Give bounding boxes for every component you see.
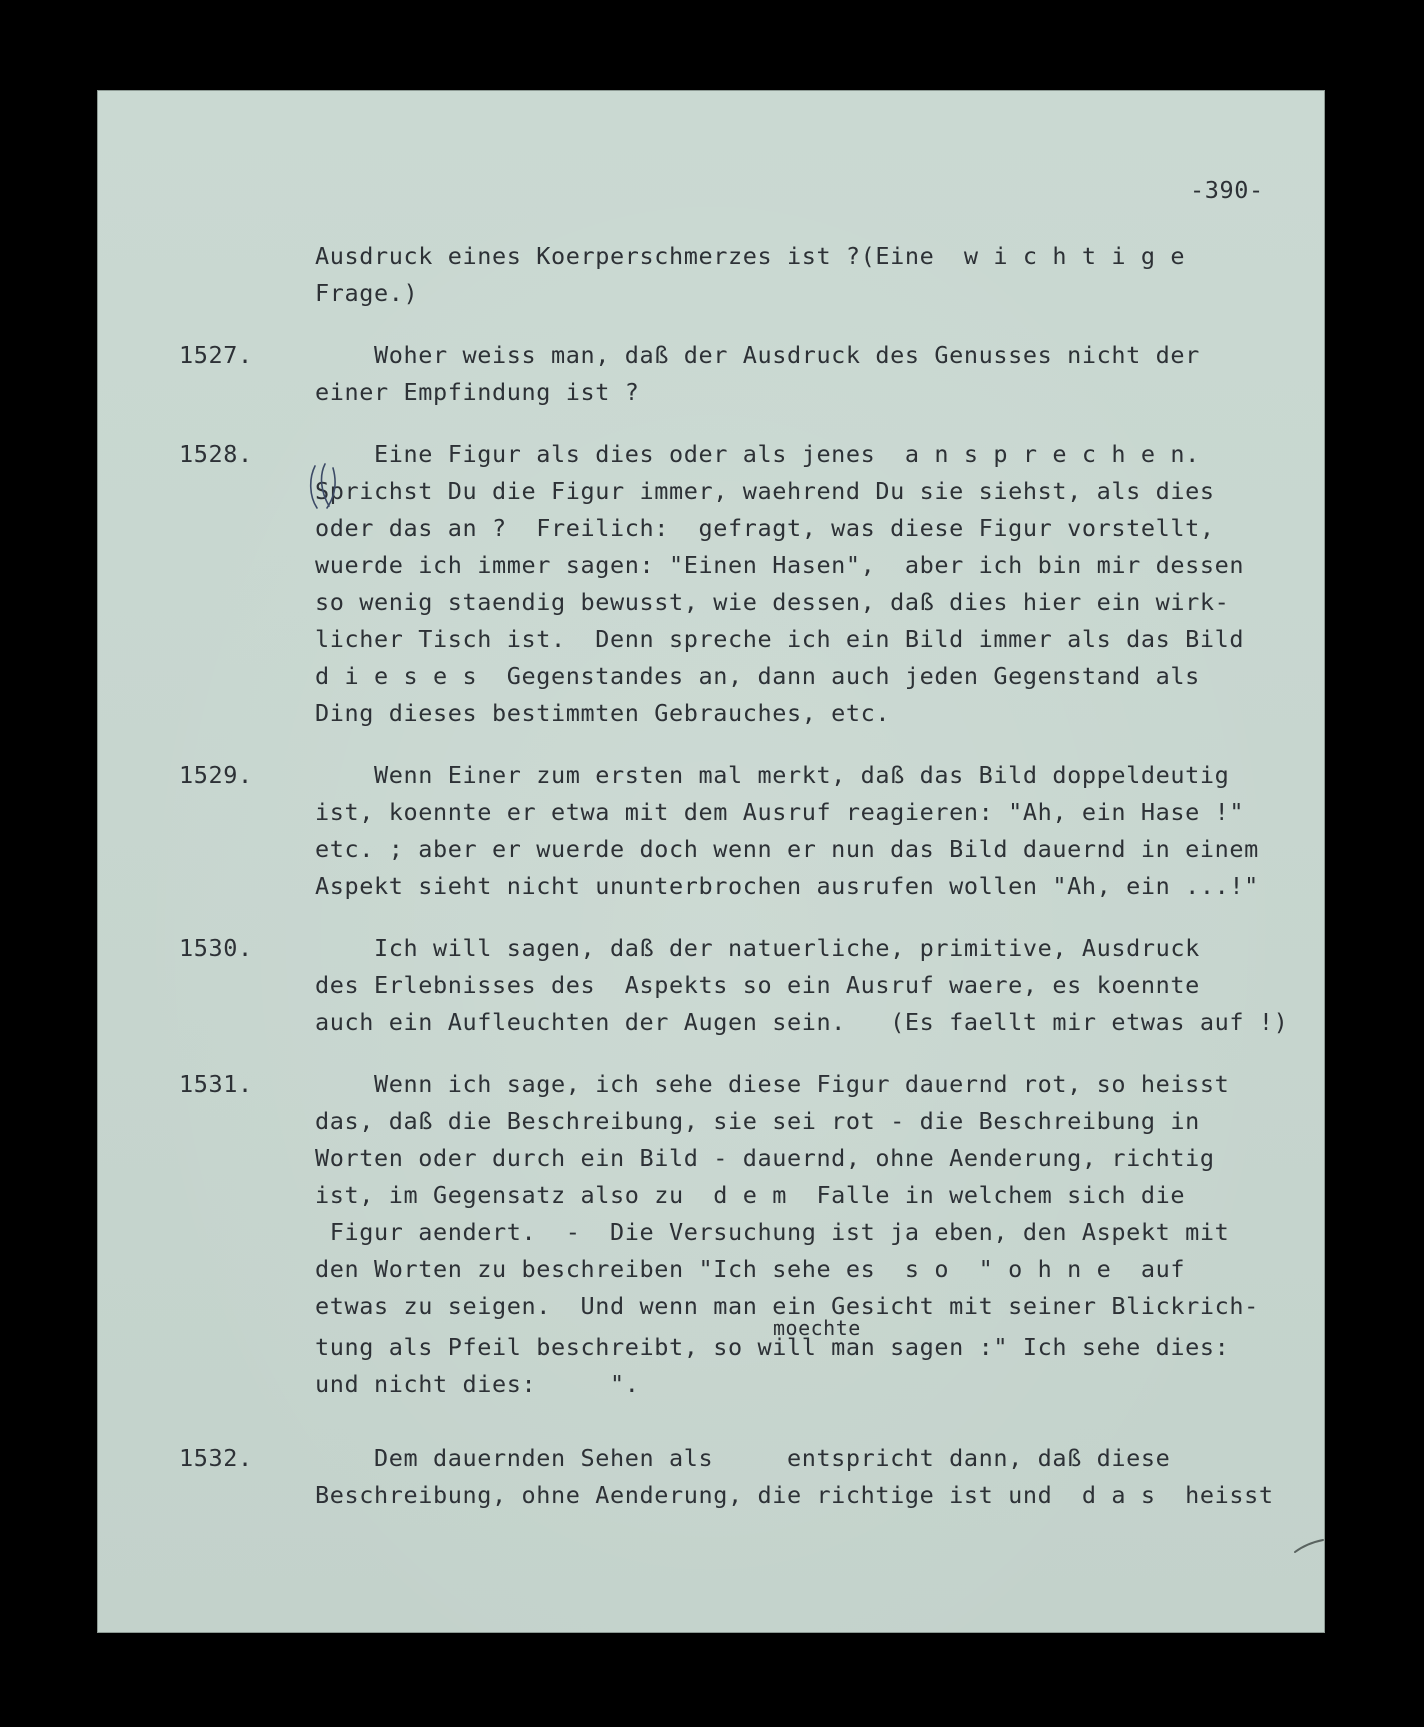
entry-1531-line-4: ist, im Gegensatz also zu d e m Falle in welchem sich die xyxy=(315,1181,1186,1209)
entry-number-1529: 1529. xyxy=(179,761,253,789)
entry-1529-line-2: ist, koennte er etwa mit dem Ausruf reagieren: "Ah, ein Hase !" xyxy=(315,798,1245,826)
entry-number-1528: 1528. xyxy=(179,440,253,468)
entry-1528-line-4: wuerde ich immer sagen: "Einen Hasen", aber ich bin mir dessen xyxy=(315,551,1245,579)
entry-1529-line-4: Aspekt sieht nicht ununterbrochen ausrufen wollen "Ah, ein ...!" xyxy=(315,872,1259,900)
entry-1531-line-2: das, daß die Beschreibung, sie sei rot - die Beschreibung in xyxy=(315,1107,1200,1135)
entry-1528-line-1: Eine Figur als dies oder als jenes a n s p r e c h e n. xyxy=(315,440,1200,468)
intro-line-1: Ausdruck eines Koerperschmerzes ist ?(Eine w i c h t i g e xyxy=(315,242,1186,270)
entry-number-1530: 1530. xyxy=(179,934,253,962)
entry-1528-line-2: Sprichst Du die Figur immer, waehrend Du sie siehst, als dies xyxy=(315,477,1215,505)
entry-number-1532: 1532. xyxy=(179,1444,253,1472)
entry-1532-line-2: Beschreibung, ohne Aenderung, die richtige ist und d a s heisst xyxy=(315,1481,1274,1509)
entry-1531-line-5: Figur aendert. - Die Versuchung ist ja eben, den Aspekt mit xyxy=(315,1218,1230,1246)
pencil-mark-icon xyxy=(305,462,341,512)
entry-1531-line-1: Wenn ich sage, ich sehe diese Figur dauernd rot, so heisst xyxy=(315,1070,1230,1098)
edge-mark-icon xyxy=(1293,1536,1325,1556)
entry-1528-line-6: licher Tisch ist. Denn spreche ich ein Bild immer als das Bild xyxy=(315,625,1245,653)
entry-1531-line-6: den Worten zu beschreiben "Ich sehe es s o " o h n e auf xyxy=(315,1255,1186,1283)
interlinear-correction: moechte xyxy=(773,1316,861,1340)
entry-1529-line-3: etc. ; aber er wuerde doch wenn er nun das Bild dauernd in einem xyxy=(315,835,1259,863)
entry-1530-line-1: Ich will sagen, daß der natuerliche, primitive, Ausdruck xyxy=(315,934,1200,962)
entry-1528-line-7: d i e s e s Gegenstandes an, dann auch jeden Gegenstand als xyxy=(315,662,1200,690)
entry-number-1531: 1531. xyxy=(179,1070,253,1098)
entry-1532-line-1: Dem dauernden Sehen als entspricht dann, daß diese xyxy=(315,1444,1171,1472)
entry-1531-line-8: tung als Pfeil beschreibt, so will man sagen :" Ich sehe dies: xyxy=(315,1333,1230,1361)
page-number: -390- xyxy=(1190,176,1264,204)
entry-1528-line-8: Ding dieses bestimmten Gebrauches, etc. xyxy=(315,699,891,727)
entry-1531-line-7: etwas zu seigen. Und wenn man ein Gesicht mit seiner Blickrich- xyxy=(315,1292,1259,1320)
entry-1527-line-2: einer Empfindung ist ? xyxy=(315,378,640,406)
entry-1528-line-5: so wenig staendig bewusst, wie dessen, daß dies hier ein wirk- xyxy=(315,588,1230,616)
entry-1530-line-2: des Erlebnisses des Aspekts so ein Ausruf waere, es koennte xyxy=(315,971,1200,999)
entry-1529-line-1: Wenn Einer zum ersten mal merkt, daß das Bild doppeldeutig xyxy=(315,761,1230,789)
intro-line-2: Frage.) xyxy=(315,279,419,307)
typewritten-sheet xyxy=(97,90,1325,1633)
entry-1530-line-3: auch ein Aufleuchten der Augen sein. (Es faellt mir etwas auf !) xyxy=(315,1008,1289,1036)
entry-number-1527: 1527. xyxy=(179,341,253,369)
entry-1531-line-3: Worten oder durch ein Bild - dauernd, ohne Aenderung, richtig xyxy=(315,1144,1215,1172)
entry-1528-line-3: oder das an ? Freilich: gefragt, was diese Figur vorstellt, xyxy=(315,514,1215,542)
entry-1531-line-9: und nicht dies: ". xyxy=(315,1370,640,1398)
entry-1527-line-1: Woher weiss man, daß der Ausdruck des Genusses nicht der xyxy=(315,341,1200,369)
